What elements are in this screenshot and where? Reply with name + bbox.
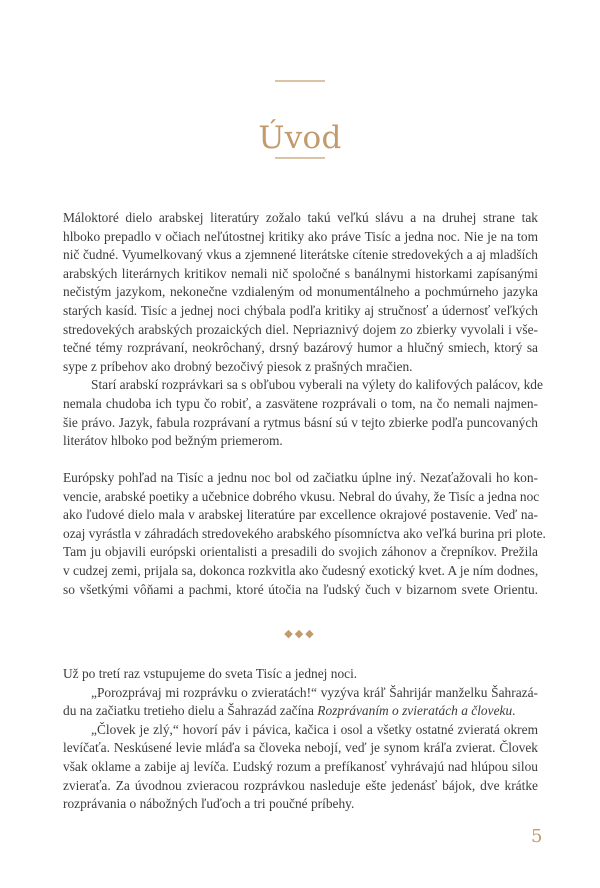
text-line: v cudzej zemi, prijala sa, dokonca rozkvitla ako čudesný exotický kvet. A je ním dodnes, — [63, 562, 539, 578]
text-line: však oklame a zabije aj levíča. Ľudský rozum a prefíkanosť vyhrávajú nad hlúpou silou — [63, 758, 538, 774]
text-line: hlboko prepadlo v očiach neľútostnej kritiky ako práve Tisíc a jedna noc. Nie je na tom — [63, 228, 538, 244]
text-line: Tam ju objavili európski orientalisti a presadili do svojich záhonov a črepníkov. Prežila — [63, 544, 538, 560]
text-line: Už po tretí raz vstupujeme do sveta Tisíc a jednej noci. — [63, 666, 358, 681]
text-line: tečné témy rozprávaní, neokrôchaný, drsný bazárový humor a hlučný smiech, ktorý sa — [63, 340, 538, 356]
section-3 — [63, 665, 538, 814]
text-span: du na začiatku tretieho dielu a Šahrazád začína — [63, 703, 318, 719]
text-line: nič čudné. Vyumelkovaný vkus a zjemnené literátske cítenie stredovekých a aj mladších — [63, 247, 538, 263]
text-line: ozaj vyrástla v záhradách stredovekého arabského písomníctva ako veľká burina pri plote. — [63, 525, 546, 541]
text-line: Máloktoré dielo arabskej literatúry zožalo takú veľkú slávu a na druhej strane tak — [63, 210, 538, 225]
text-line: arabských literárnych kritikov nemali nič spoločné s banálnymi historkami zapísanými — [63, 265, 538, 281]
text-line: starých kasíd. Tisíc a jednej noci chýbala podľa kritiky aj stručnosť a údernosť veľkých — [63, 302, 538, 318]
text-line: „Človek je zlý,“ hovorí páv i pávica, kačica i osol a všetky ostatné zvieratá okrem — [91, 721, 538, 737]
section-1 — [63, 209, 543, 451]
text-span: . — [512, 703, 516, 719]
italic-title: Rozprávaním o zvieratách a človeku — [317, 703, 513, 719]
text-line: levíčaťa. Neskúsené levie mláďa sa človeka nebojí, veď je synom kráľa zvierat. Človek — [63, 740, 538, 756]
text-line: sype z príbehov ako drobný bezočivý piesok z prašných mračien. — [63, 358, 413, 374]
text-line: vencie, arabské poetiky a učebnice dobrého vkusu. Nebral do úvahy, že Tisíc a jedna noc — [63, 488, 540, 504]
title-rule-bottom — [275, 157, 325, 159]
text-line: „Porozprávaj mi rozprávku o zvieratách!“ vyzýva kráľ Šahrijár manželku Šahrazá- — [91, 684, 538, 700]
chapter-title: Úvod — [258, 119, 342, 156]
text-line: nečistým jazykom, nekonečne vzdialeným od monumentálneho a pochmúrneho jazyka — [63, 284, 538, 300]
text-line: ako ľudové dielo mala v arabskej literatúre par excellence okrajové postavenie. Veď na- — [63, 507, 538, 523]
page-number: 5 — [531, 826, 543, 847]
text-line: Európsky pohľad na Tisíc a jednu noc bol od začiatku úplne iný. Nezaťažovali ho kon- — [63, 470, 538, 485]
text-line: šie právo. Jazyk, fabula rozprávaní a rytmus básní sú v tejto zbierke podľa puncovaných — [63, 414, 538, 430]
text-line — [63, 702, 538, 721]
section-2 — [63, 469, 546, 599]
text-line: Starí arabskí rozprávkari sa s obľubou vyberali na výlety do kalifových palácov, kde — [91, 377, 543, 393]
text-line: stredovekých arabských prozaických diel. Nepriaznivý dojem zo zbierky vyvolali i vše- — [63, 321, 538, 337]
section-divider-ornament: ◆◆◆ — [284, 628, 316, 640]
title-rule-top — [275, 80, 325, 82]
text-line: literátov hlboko pod bežným priemerom. — [63, 433, 283, 449]
text-line: rozprávania o nábožných ľuďoch a tri poučné príbehy. — [63, 796, 355, 812]
text-line: so všetkými vôňami a pachmi, ktoré útočia na ľudský čuch v bizarnom svete Orientu. — [63, 581, 538, 597]
text-line: zvieraťa. Za úvodnou zvieracou rozprávkou nasleduje ešte jedenásť bájok, dve krátke — [63, 777, 538, 793]
text-line: nemala chudoba ich typu čo robiť, a zasvätene rozprávali o tom, na čo nemali najmen- — [63, 395, 538, 411]
